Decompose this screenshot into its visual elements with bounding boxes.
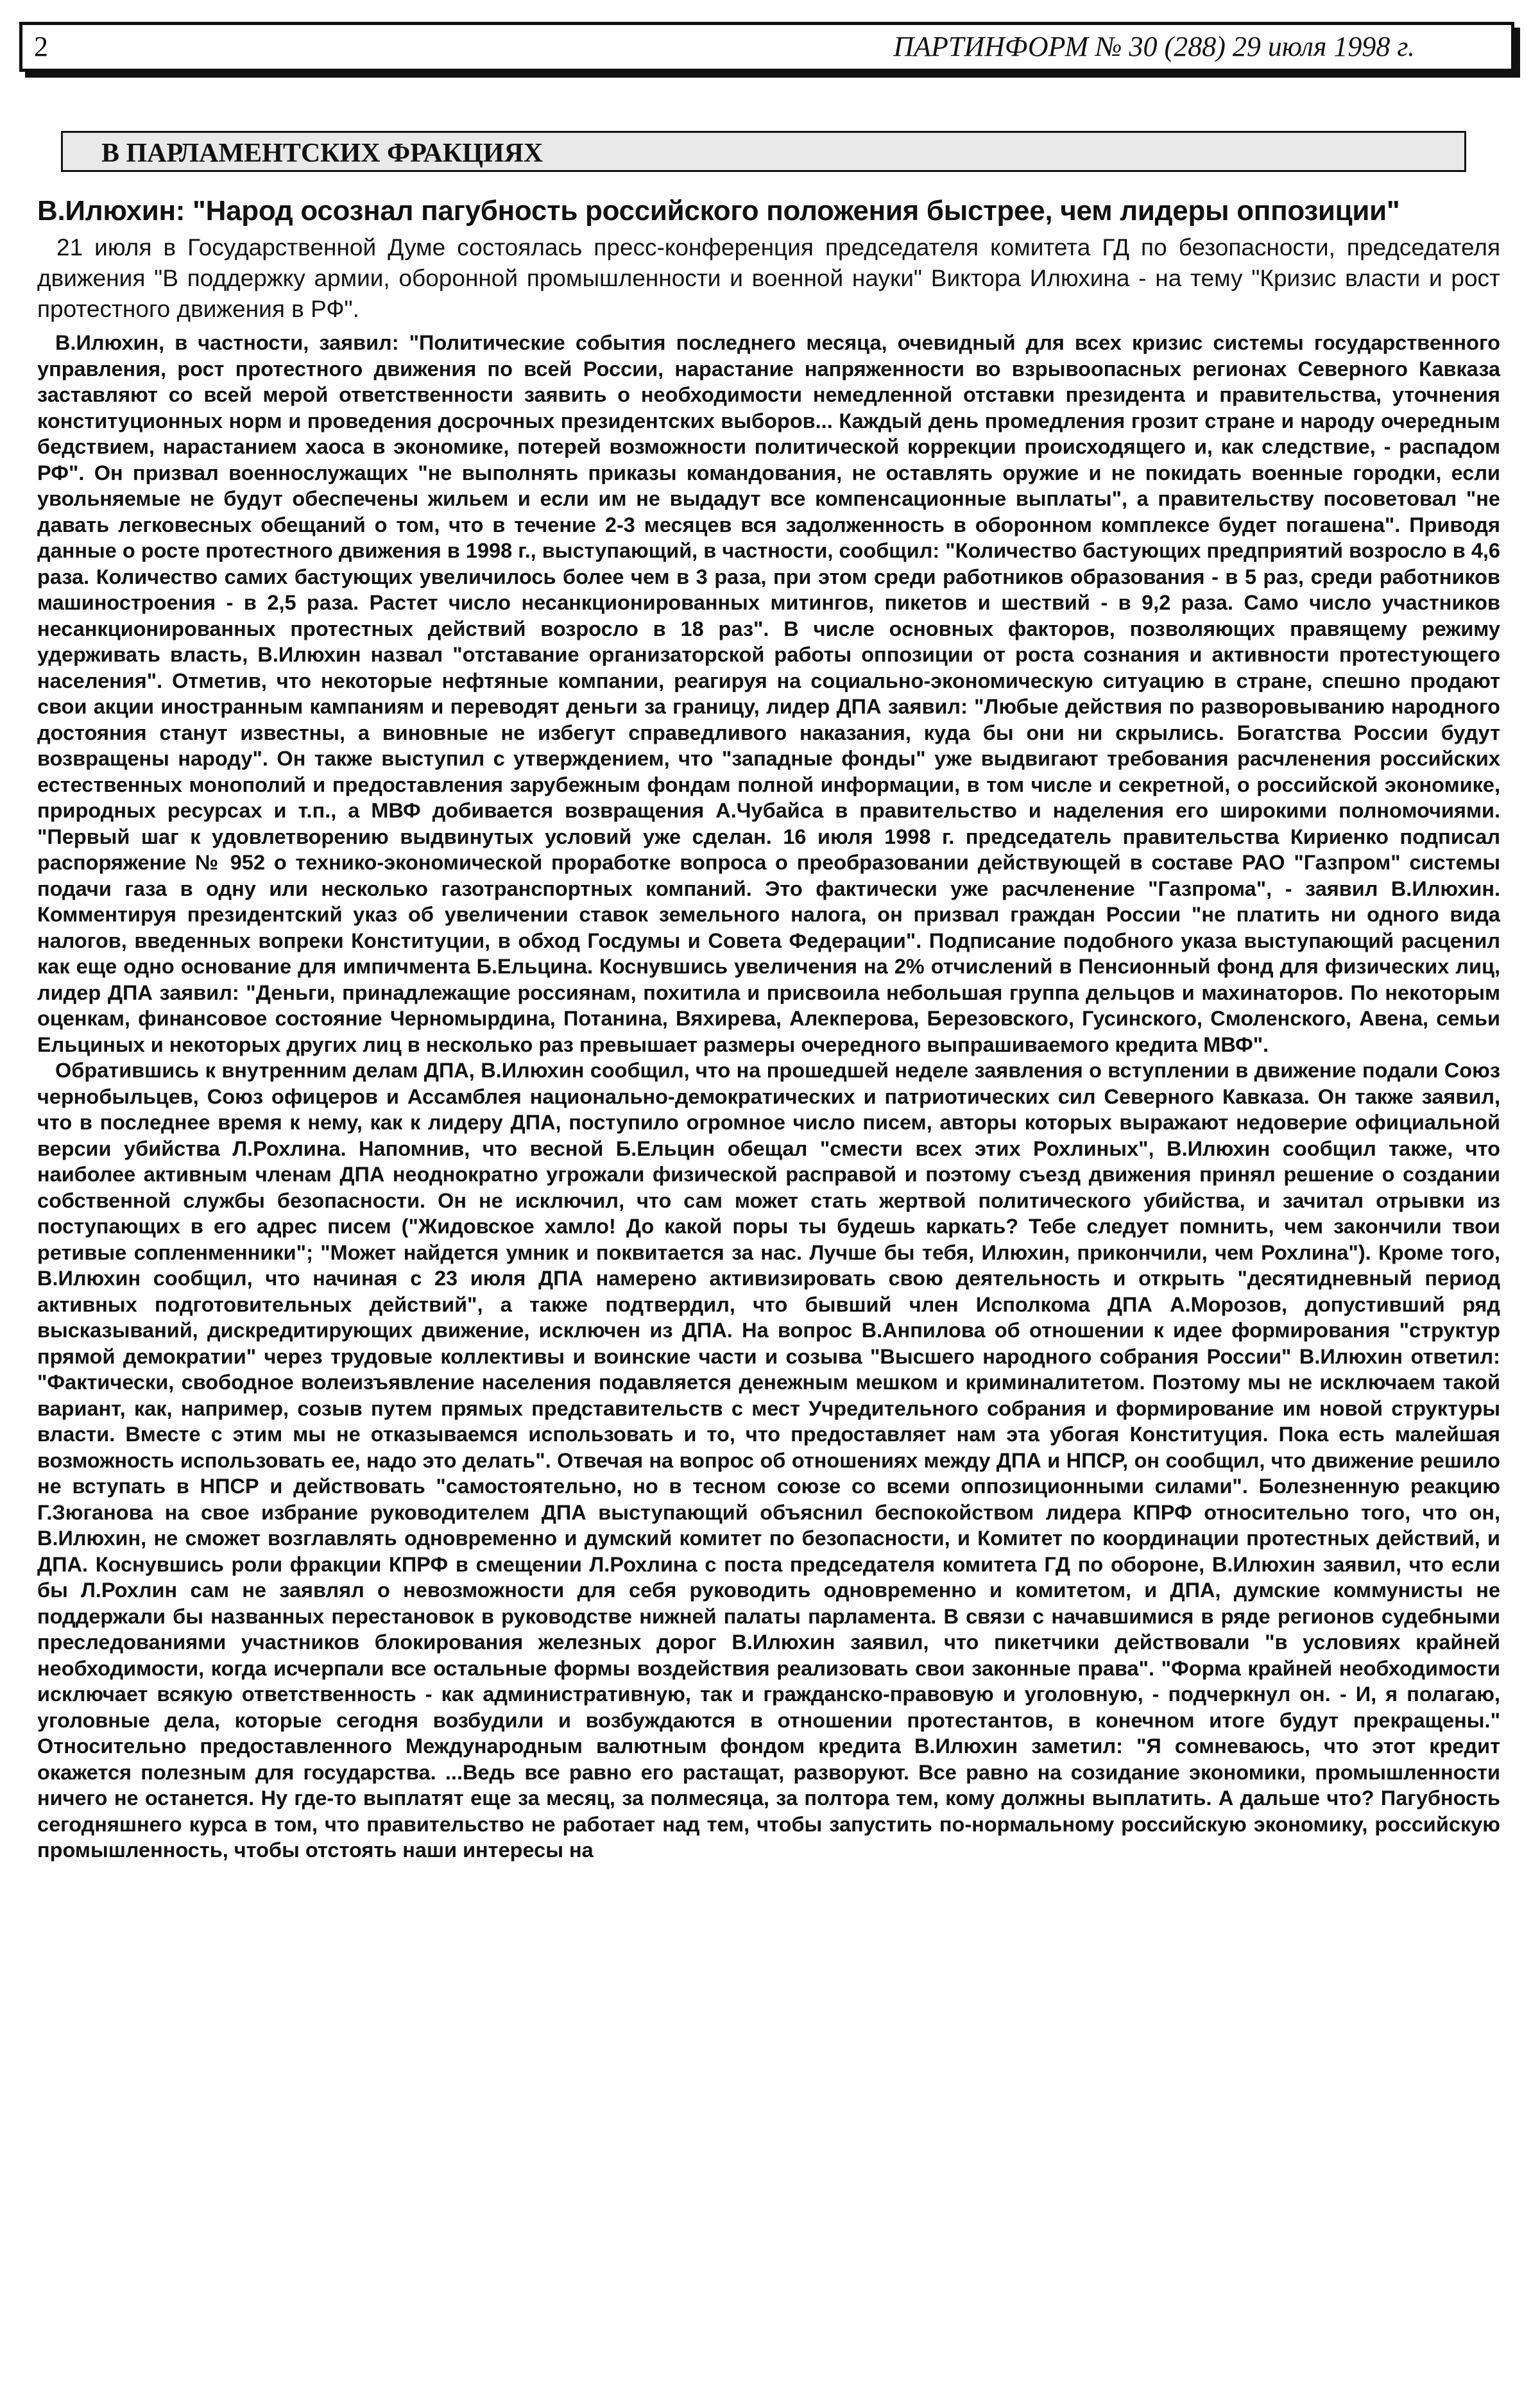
page-header [19,22,1514,72]
article-headline: В.Илюхин: "Народ осознал пагубность российского положения быстрее, чем лидеры оппозиции" [37,195,1400,227]
section-title: В ПАРЛАМЕНТСКИХ ФРАКЦИЯХ [61,131,1466,172]
article-paragraph: Обратившись к внутренним делам ДПА, В.Илюхин сообщил, что на прошедшей неделе заявления о вступлении в движение подали Союз чернобыльцев, Союз офицеров и Ассамблея национально-демократических и патриотических сил Северного Кавказа. Он также заявил, что в последнее время к нему, как к лидеру ДПА, поступило огромное число писем, авторы которых выражают недоверие официальной версии убийства Л.Рохлина. Напомнив, что весной Б.Ельцин обещал "смести всех этих Рохлиных", В.Илюхин сообщил также, что наиболее активным членам ДПА неоднократно угрожали физической расправой и поэтому съезд движения принял решение о создании собственной службы безопасности. Он не исключил, что сам может стать жертвой политического убийства, и зачитал отрывки из поступающих в его адрес писем ("Жидовское хамло! До какой поры ты будешь каркать? Тебе следует помнить, чем закончили твои ретивые сопленменники"; "Может найдется умник и поквитается за нас. Лучше бы тебя, Илюхин, прикончили, чем Рохлина"). Кроме того, В.Илюхин сообщил, что начиная с 23 июля ДПА намерено активизировать свою деятельность и открыть "десятидневный период активных подготовительных действий", а также подтвердил, что бывший член Исполкома ДПА А.Морозов, допустивший ряд высказываний, дискредитирующих движение, исключен из ДПА. На вопрос В.Анпилова об отношении к идее формирования "структур прямой демократии" через трудовые коллективы и воинские части и созыва "Высшего народного собрания России" В.Илюхин ответил: "Фактически, свободное волеизъявление населения подавляется денежным мешком и криминалитетом. Поэтому мы не исключаем такой вариант, как, например, созыв путем прямых представительств с мест Учредительного собрания и формирование им новой структуры власти. Вместе с этим мы не отказываемся использовать и то, что предоставляет нам эта убогая Конституция. Пока есть малейшая возможность использовать ее, надо это делать". Отвечая на вопрос об отношениях между ДПА и НПСР, он сообщил, что движение решило не вступать в НПСР и действовать "самостоятельно, но в тесном союзе со всеми оппозиционными силами". Болезненную реакцию Г.Зюганова на свое избрание руководителем ДПА выступающий объяснил беспокойством лидера КПРФ относительно того, что он, В.Илюхин, не сможет возглавлять одновременно и думский комитет по безопасности, и Комитет по координации протестных действий, и ДПА. Коснувшись роли фракции КПРФ в смещении Л.Рохлина с поста председателя комитета ГД по обороне, В.Илюхин заявил, что если бы Л.Рохлин сам не заявлял о невозможности для себя руководить одновременно и комитетом, и ДПА, думские коммунисты не поддержали бы названных перестановок в руководстве нижней палаты парламента. В связи с начавшимися в ряде регионов судебными преследованиями участников блокирования железных дорог В.Илюхин заявил, что пикетчики действовали "в условиях крайней необходимости, когда исчерпали все остальные формы воздействия реализовать свои законные права". "Форма крайней необходимости исключает всякую ответственность - как административную, так и гражданско-правовую и уголовную, - подчеркнул он. - И, я полагаю, уголовные дела, которые сегодня возбудили и возбуждаются в отношении протестантов, в конечном итоге будут прекращены." Относительно предоставленного Международным валютным фондом кредита В.Илюхин заметил: "Я сомневаюсь, что этот кредит окажется полезным для государства. ...Ведь все равно его растащат, разворуют. Все равно на созидание экономики, промышленности ничего не останется. Ну где-то выплатят еще за месяц, за полмесяца, за полтора тем, кому должны выплатить. А дальше что? Пагубность сегодняшнего курса в том, что правительство не работает над тем, чтобы запустить по-нормальному российскую экономику, российскую промышленность, чтобы отстоять наши интересы на [37,1059,1500,1862]
page-number: 2 [34,31,48,62]
running-head: ПАРТИНФОРМ № 30 (288) 29 июля 1998 г. [893,31,1415,62]
article-lead: 21 июля в Государственной Думе состоялась пресс-конференция председателя комитета ГД по безопасности, председателя движения "В поддержку армии, оборонной промышленности и военной науки" Виктора Илюхина - на тему "Кризис власти и рост протестного движения в РФ". [37,234,1500,322]
article [37,193,1500,1864]
article-paragraph: В.Илюхин, в частности, заявил: "Политические события последнего месяца, очевидный для всех кризис системы государственного управления, рост протестного движения по всей России, нарастание напряженности во взрывоопасных регионах Северного Кавказа заставляют со всей мерой ответственности заявить о необходимости немедленной отставки президента и правительства, уточнения конституционных норм и проведения досрочных президентских выборов... Каждый день промедления грозит стране и народу очередным бедствием, нарастанием хаоса в экономике, потерей возможности политической коррекции происходящего и, как следствие, - распадом РФ". Он призвал военнослужащих "не выполнять приказы командования, не оставлять оружие и не покидать военные городки, если увольняемые не будут обеспечены жильем и если им не выдадут все компенсационные выплаты", а правительству посоветовал "не давать легковесных обещаний о том, что в течение 2-3 месяцев вся задолженность в оборонном комплексе будет погашена". Приводя данные о росте протестного движения в 1998 г., выступающий, в частности, сообщил: "Количество бастующих предприятий возросло в 4,6 раза. Количество самих бастующих увеличилось более чем в 3 раза, при этом среди работников образования - в 5 раз, среди работников машиностроения - в 2,5 раза. Растет число несанкционированных митингов, пикетов и шествий - в 9,2 раза. Само число участников несанкционированных протестных действий возросло в 18 раз". В числе основных факторов, позволяющих правящему режиму удерживать власть, В.Илюхин назвал "отставание организаторской работы оппозиции от роста сознания и активности протестующего населения". Отметив, что некоторые нефтяные компании, реагируя на социально-экономическую ситуацию в стране, спешно продают свои акции иностранным кампаниям и переводят деньги за границу, лидер ДПА заявил: "Любые действия по разворовыванию народного достояния станут известны, а виновные не избегут справедливого наказания, куда бы они ни скрылись. Богатства России будут возвращены народу". Он также выступил с утверждением, что "западные фонды" уже выдвигают требования расчленения российских естественных монополий и предоставления зарубежным фондам полной информации, в том числе и секретной, о российской экономике, природных ресурсах и т.п., а МВФ добивается возвращения А.Чубайса в правительство и наделения его широкими полномочиями. "Первый шаг к удовлетворению выдвинутых условий уже сделан. 16 июля 1998 г. председатель правительства Кириенко подписал распоряжение № 952 о технико-экономической проработке вопроса о преобразовании действующей в составе РАО "Газпром" системы подачи газа в одну или несколько газотранспортных компаний. Это фактически уже расчленение "Газпрома", - заявил В.Илюхин. Комментируя президентский указ об увеличении ставок земельного налога, он призвал граждан России "не платить ни одного вида налогов, введенных вопреки Конституции, в обход Госдумы и Совета Федерации". Подписание подобного указа выступающий расценил как еще одно основание для импичмента Б.Ельцина. Коснувшись увеличения на 2% отчислений в Пенсионный фонд для физических лиц, лидер ДПА заявил: "Деньги, принадлежащие россиянам, похитила и присвоила небольшая группа дельцов и махинаторов. По некоторым оценкам, финансовое состояние Черномырдина, Потанина, Вяхирева, Алекперова, Березовского, Гусинского, Смоленского, Авена, семьи Ельциных и некоторых других лиц в несколько раз превышает размеры очередного выпрашиваемого кредита МВФ". [37,331,1500,1056]
